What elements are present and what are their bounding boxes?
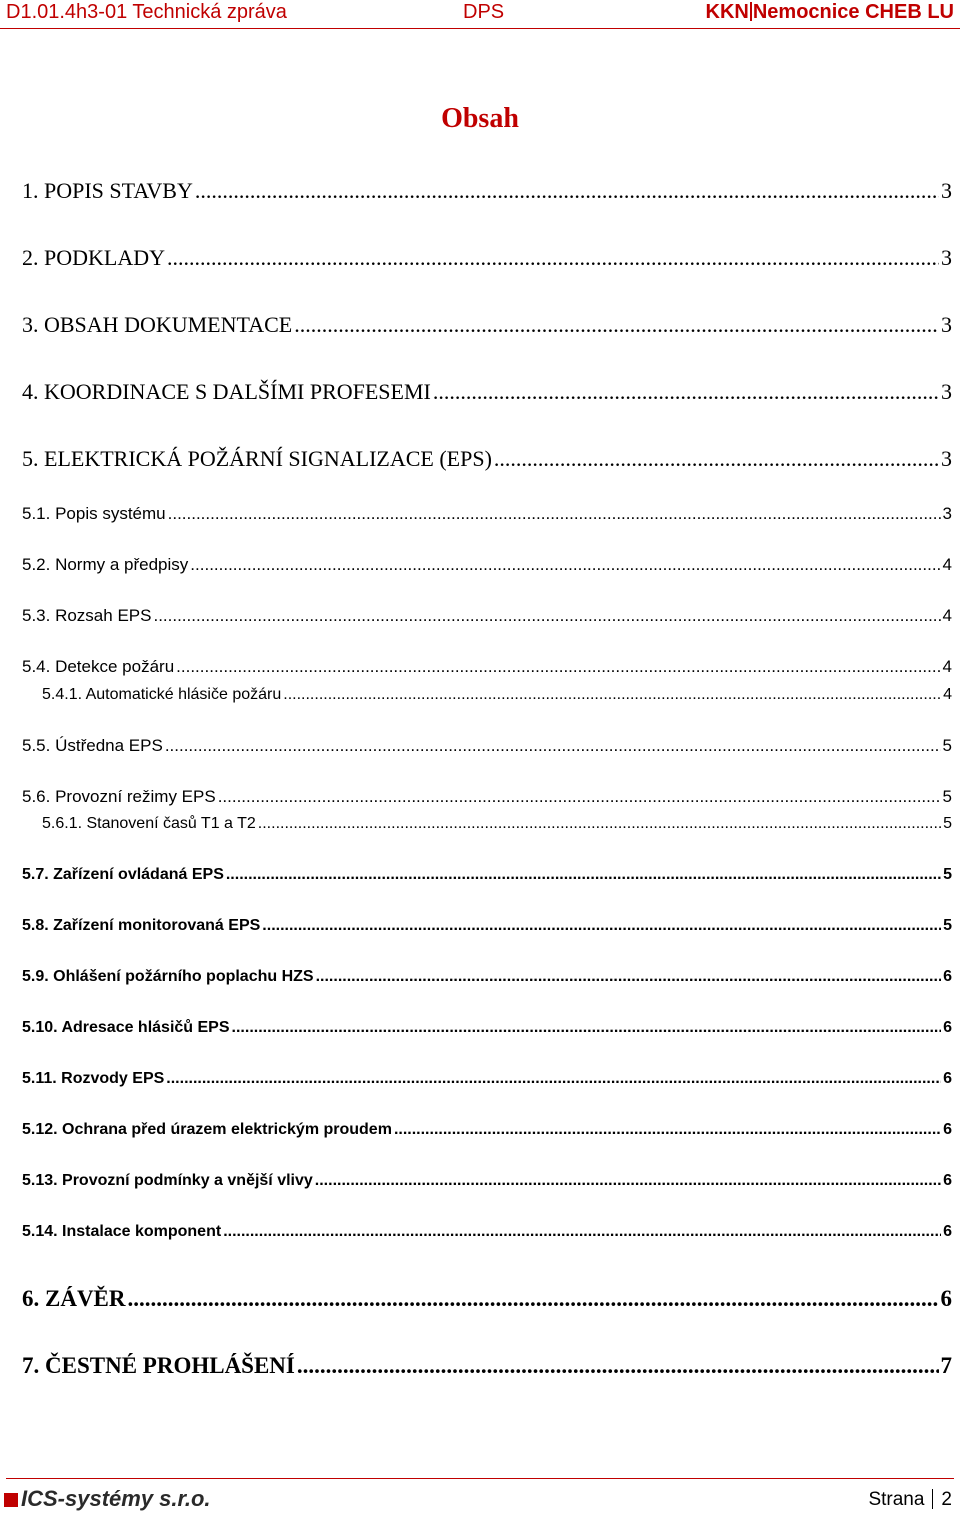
toc-entry-label: 2. PODKLADY [22, 245, 165, 270]
toc-entry-page: 3 [941, 245, 952, 270]
page-title: Obsah [441, 103, 519, 134]
toc-entry-label: 5.2. Normy a předpisy [22, 555, 189, 574]
toc-entry-page: 6 [940, 1286, 952, 1311]
toc-entry[interactable] [22, 379, 952, 405]
toc-entry-label: 6. ZÁVĚR [22, 1286, 126, 1311]
toc-entry-label: 5.9. Ohlášení požárního poplachu HZS [22, 968, 314, 985]
toc-entry-page: 5 [942, 787, 952, 806]
toc-entry-label: 5.12. Ochrana před úrazem elektrickým proudem [22, 1121, 392, 1138]
toc-leader-dots [176, 657, 940, 677]
toc-entry-page: 3 [941, 312, 952, 337]
toc-entry[interactable] [22, 1286, 952, 1312]
toc-entry[interactable] [22, 606, 952, 626]
toc-entry-page: 6 [943, 1121, 952, 1138]
toc-entry-label: 5. ELEKTRICKÁ POŽÁRNÍ SIGNALIZACE (EPS) [22, 446, 492, 471]
toc-entry[interactable] [22, 245, 952, 271]
toc-entry[interactable] [22, 787, 952, 807]
page-number-value: 2 [941, 1489, 952, 1510]
page-number-separator [932, 1489, 933, 1509]
toc-leader-dots [433, 379, 939, 405]
toc-leader-dots [394, 1121, 941, 1139]
toc-leader-dots [494, 446, 939, 472]
toc-entry-label: 5.7. Zařízení ovládaná EPS [22, 866, 224, 883]
toc-entry-page: 6 [943, 968, 952, 985]
toc-leader-dots [223, 1223, 941, 1241]
toc-entry-label: 5.1. Popis systému [22, 504, 166, 523]
toc-entry-label: 5.11. Rozvody EPS [22, 1070, 165, 1087]
toc-entry-page: 5 [942, 736, 952, 755]
toc-entry[interactable] [22, 917, 952, 935]
toc-entry-page: 5 [943, 866, 952, 883]
header-project-code: KKN [705, 1, 749, 23]
header-separator [750, 2, 752, 21]
toc-entry-page: 5 [943, 917, 952, 934]
toc-entry[interactable] [22, 866, 952, 884]
toc-entry-page: 6 [943, 1070, 952, 1087]
toc-leader-dots [165, 736, 941, 756]
toc-entry-page: 3 [942, 504, 952, 523]
toc-entry[interactable] [22, 736, 952, 756]
toc-entry[interactable] [22, 1172, 952, 1190]
footer-divider [6, 1478, 954, 1479]
toc-leader-dots [297, 1353, 939, 1379]
toc-entry[interactable] [22, 1070, 952, 1088]
toc-leader-dots [218, 787, 941, 807]
toc-entry-page: 3 [941, 379, 952, 404]
page-number [868, 1489, 952, 1511]
toc-entry-label: 5.6.1. Stanovení časů T1 a T2 [42, 815, 256, 832]
toc-entry-label: 7. ČESTNÉ PROHLÁŠENÍ [22, 1353, 295, 1378]
header-phase: DPS [463, 1, 505, 23]
toc-entry-label: 5.4. Detekce požáru [22, 657, 175, 676]
toc-entry-label: 5.3. Rozsah EPS [22, 606, 152, 625]
toc-entry[interactable] [22, 312, 952, 338]
toc-entry-label: 5.14. Instalace komponent [22, 1223, 222, 1240]
toc-entry[interactable] [42, 815, 952, 833]
page-number-label: Strana [868, 1489, 925, 1510]
toc-entry-page: 4 [943, 686, 952, 703]
toc-entry-label: 5.8. Zařízení monitorovaná EPS [22, 917, 261, 934]
header-project-name: Nemocnice CHEB LU [752, 1, 954, 23]
toc-entry-page: 4 [942, 606, 952, 625]
toc-entry-page: 6 [943, 1223, 952, 1240]
toc-entry[interactable] [22, 178, 952, 204]
toc-entry-label: 5.13. Provozní podmínky a vnější vlivy [22, 1172, 313, 1189]
toc-leader-dots [316, 968, 942, 986]
toc-entry-label: 3. OBSAH DOKUMENTACE [22, 312, 293, 337]
toc-entry-page: 6 [943, 1172, 952, 1189]
toc-entry-label: 5.6. Provozní režimy EPS [22, 787, 216, 806]
toc-leader-dots [232, 1019, 942, 1037]
toc-leader-dots [294, 312, 939, 338]
toc-entry-label: 4. KOORDINACE S DALŠÍMI PROFESEMI [22, 379, 431, 404]
toc-leader-dots [226, 866, 941, 884]
toc-entry[interactable] [22, 1353, 952, 1379]
header-project [706, 1, 955, 24]
toc-entry-label: 5.5. Ústředna EPS [22, 736, 163, 755]
toc-leader-dots [195, 178, 939, 204]
toc-entry-page: 7 [940, 1353, 952, 1378]
toc-entry[interactable] [22, 1223, 952, 1241]
toc-entry[interactable] [22, 657, 952, 677]
toc-entry-page: 6 [943, 1019, 952, 1036]
toc-entry-page: 3 [941, 178, 952, 203]
toc-entry[interactable] [22, 968, 952, 986]
logo-text: ICS-systémy s.r.o. [21, 1486, 211, 1511]
toc-leader-dots [153, 606, 940, 626]
toc-leader-dots [315, 1172, 941, 1190]
toc-entry-page: 4 [942, 657, 952, 676]
toc-leader-dots [258, 815, 941, 833]
toc-leader-dots [167, 245, 939, 271]
toc-leader-dots [262, 917, 941, 935]
toc-entry-label: 5.10. Adresace hlásičů EPS [22, 1019, 230, 1036]
toc-entry[interactable] [22, 446, 952, 472]
toc-leader-dots [168, 504, 941, 524]
header-document-code: D1.01.4h3-01 Technická zpráva [6, 1, 287, 23]
toc-entry[interactable] [22, 504, 952, 524]
toc-entry[interactable] [22, 555, 952, 575]
toc-entry[interactable] [22, 1121, 952, 1139]
toc-entry-page: 3 [941, 446, 952, 471]
toc-entry-page: 5 [943, 815, 952, 832]
toc-leader-dots [190, 555, 940, 575]
company-logo [4, 1486, 211, 1512]
toc-leader-dots [283, 686, 941, 704]
toc-leader-dots [166, 1070, 941, 1088]
toc-entry-label: 5.4.1. Automatické hlásiče požáru [42, 686, 282, 703]
toc-entry[interactable] [42, 686, 952, 704]
toc-leader-dots [128, 1286, 939, 1312]
toc-entry-page: 4 [942, 555, 952, 574]
page-header [0, 0, 960, 29]
logo-mark-icon [4, 1493, 18, 1507]
toc-entry-label: 1. POPIS STAVBY [22, 178, 193, 203]
toc-entry[interactable] [22, 1019, 952, 1037]
